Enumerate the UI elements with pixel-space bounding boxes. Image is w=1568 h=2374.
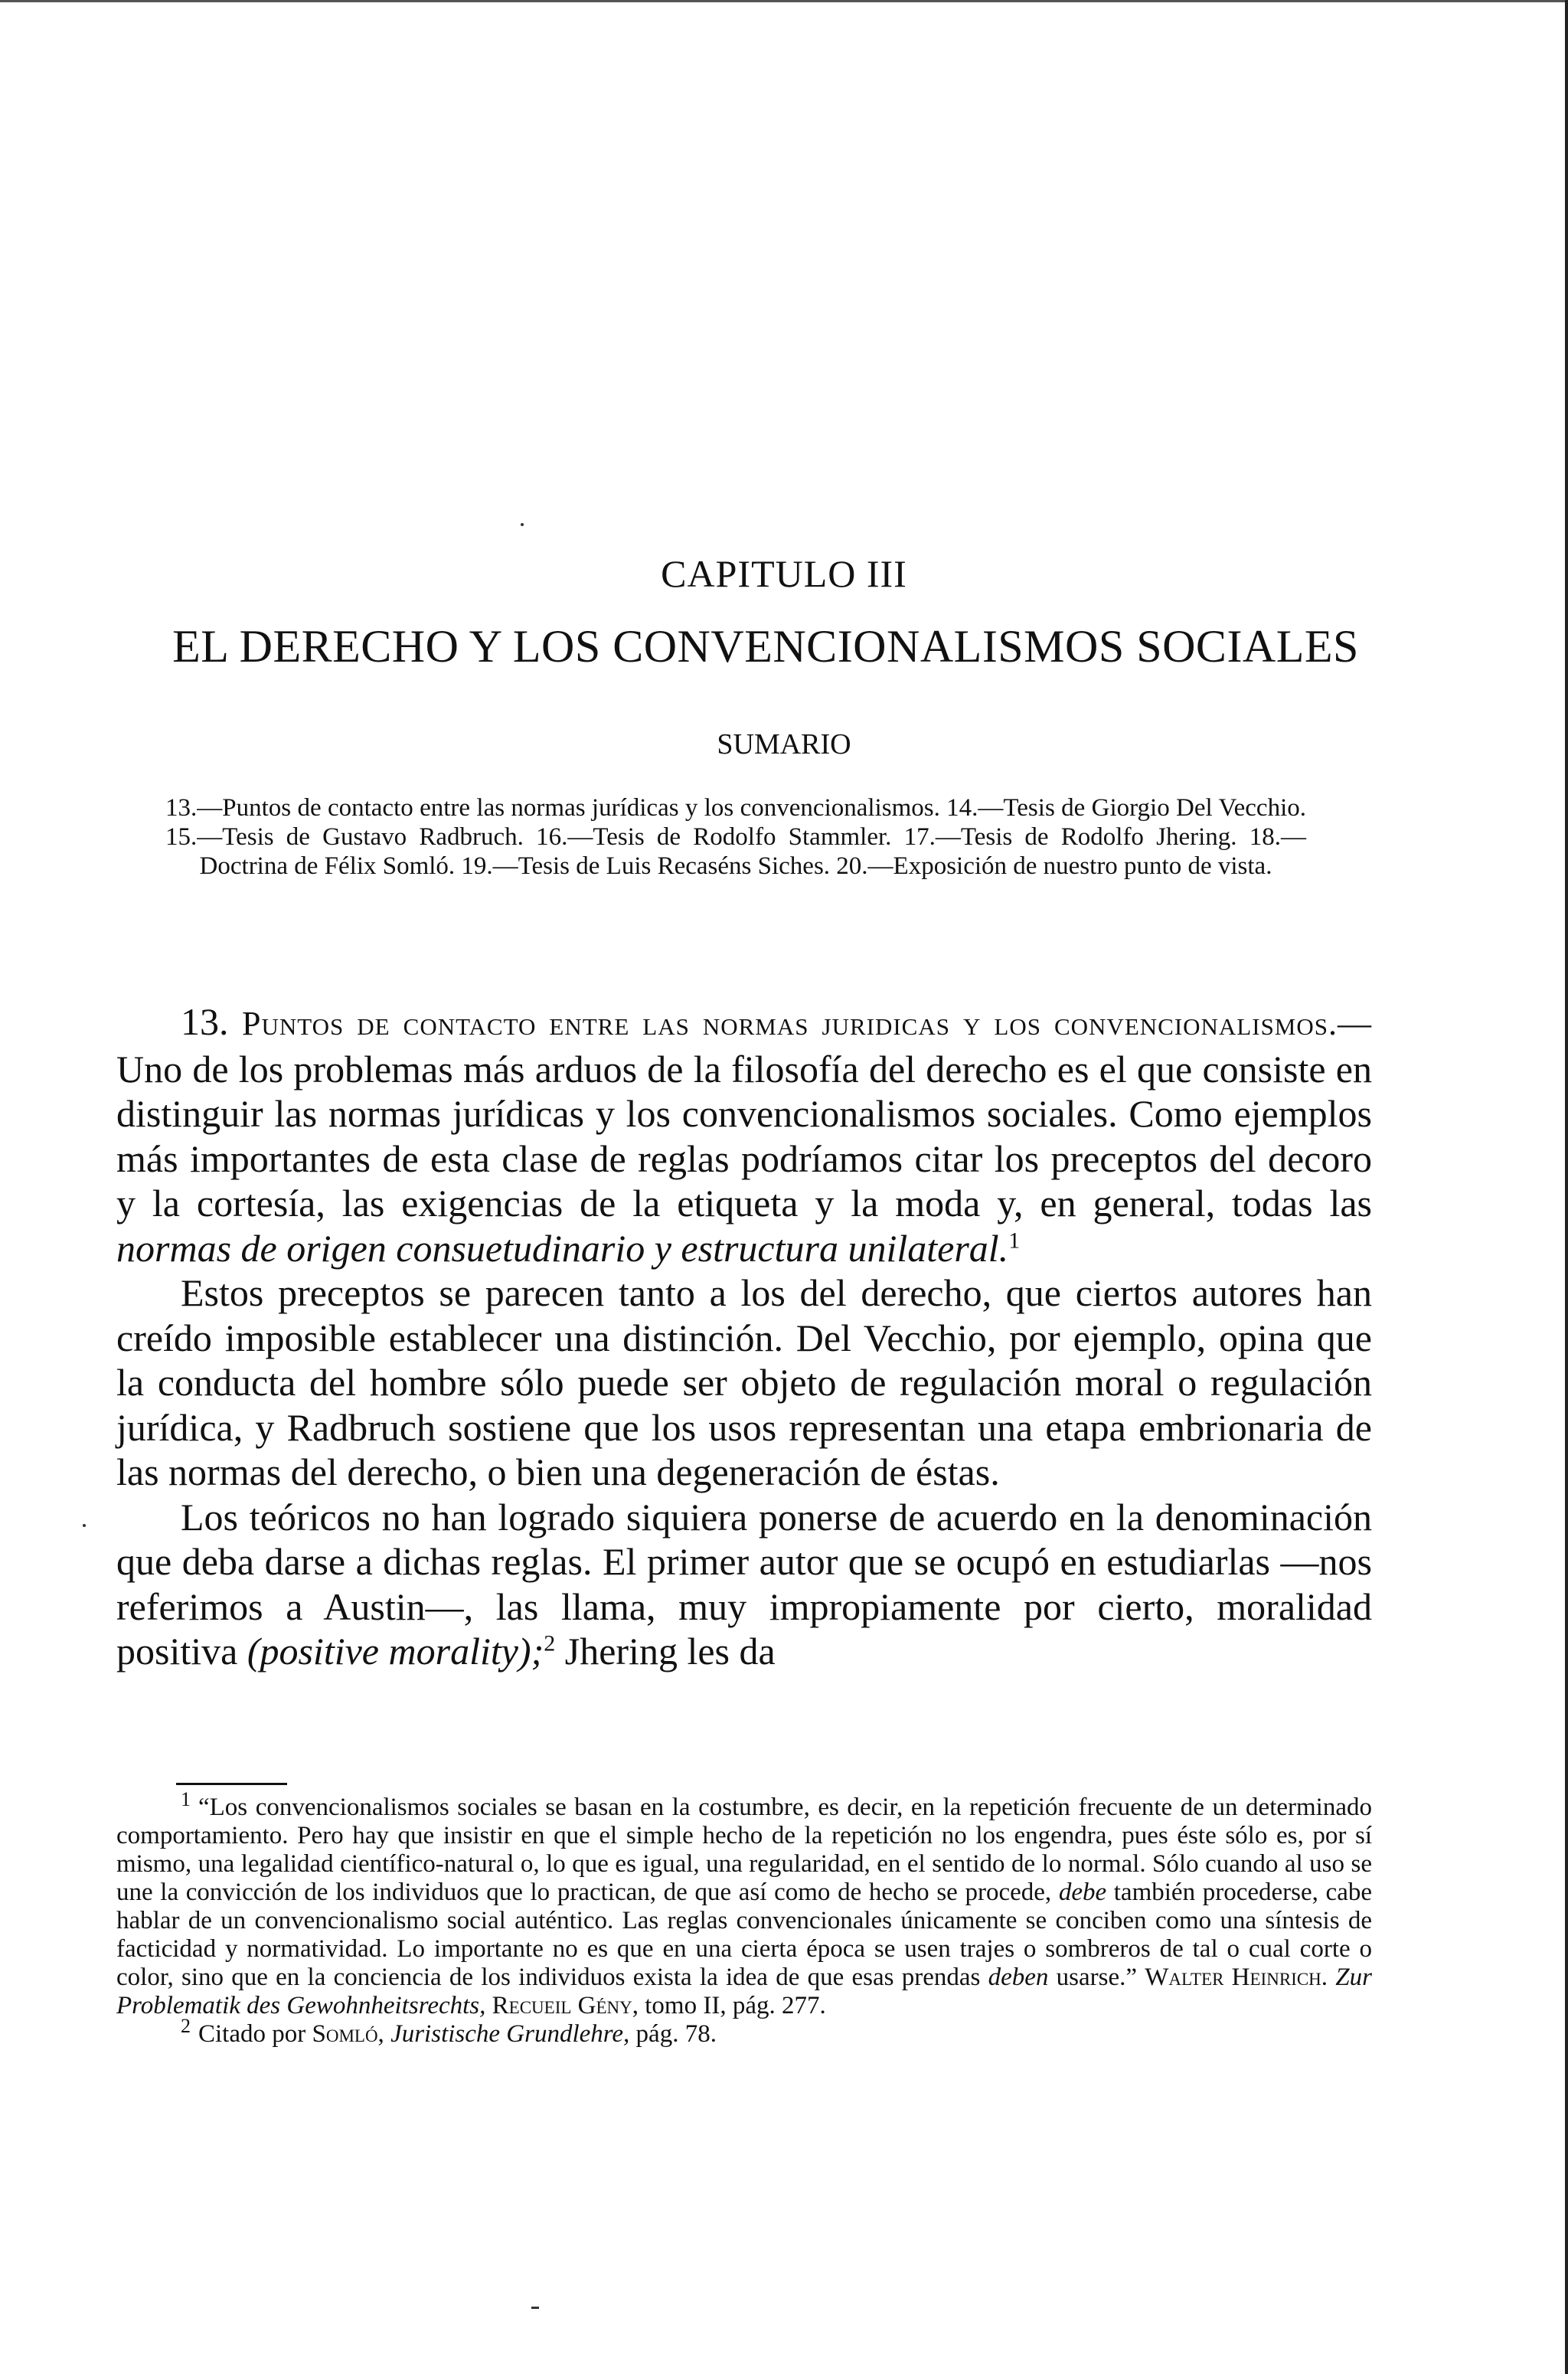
cited-author: Somló, [312, 2020, 384, 2048]
print-speck [521, 523, 524, 526]
footnote-mark: 1 [181, 1788, 191, 1810]
footnote-text: pág. 78. [629, 2020, 717, 2048]
emphasis-text: (positive morality) [247, 1630, 531, 1673]
emphasis-text: debe [1058, 1879, 1107, 1906]
paragraph-text: Uno de los problemas más arduos de la filosofía del derecho es el que consiste en distinguir las normas jurídicas y los convencionalismos sociales. Como ejemplos más importantes de esta clase de reglas podríamos citar los preceptos del decoro y la cortesía, las exigencias de la etiqueta y la moda y, en general, todas las [116, 1047, 1372, 1225]
paragraph: Estos preceptos se parecen tanto a los del derecho, que ciertos autores han creído imposible establecer una distinción. Del Vecchio, por ejemplo, opina que la conducta del hombre sólo puede ser objeto de regulación moral o regulación jurídica, y Radbruch sostiene que los usos representan una etapa embrionaria de las normas del derecho, o bien una degeneración de éstas. [116, 1271, 1372, 1493]
paragraph-text: Los teóricos no han logrado siquiera ponerse de acuerdo en la denominación que deba darse a dichas reglas. El primer autor que se ocupó en estudiarlas —nos referimos a Austin—, las llama, muy impropiamente por cierto, moralidad positiva [116, 1495, 1372, 1673]
cited-work: Zur Problematik des Gewohnheitsrechts, [116, 1964, 1372, 2019]
footnote-1 [116, 1788, 1372, 2020]
cited-author: Walter Heinrich. [1145, 1964, 1328, 1991]
page-right-edge [1565, 0, 1568, 2374]
emphasis-text: normas de origen consuetudinario y estructura unilateral. [116, 1226, 1009, 1270]
footnote-2 [116, 2015, 1372, 2049]
punctuation: ; [531, 1630, 544, 1673]
paragraph [116, 999, 1372, 1270]
section-number: 13. [181, 1000, 229, 1043]
emphasis-text: deben [988, 1964, 1049, 1991]
page-top-edge [0, 0, 1568, 2]
footnote-text: usarse.” [1048, 1964, 1145, 1991]
chapter-title: EL DERECHO Y LOS CONVENCIONALISMOS SOCIALES [172, 621, 1359, 672]
cited-collection: Recueil Gény, [485, 1992, 639, 2019]
footnote-divider [176, 1783, 287, 1785]
main-text [116, 999, 1372, 1674]
footnotes [116, 1788, 1372, 2049]
paragraph-text: Jhering les da [555, 1630, 776, 1673]
summary-text: 13.—Puntos de contacto entre las normas jurídicas y los convencionalismos. 14.—Tesis de Giorgio Del Vecchio. 15.—Tesis de Gustavo Radbruch. 16.—Tesis de Rodolfo Stammler. 17.—Tesis de Rodolfo Jhering. 18.—Doctrina de Félix Somló. 19.—Tesis de Luis Recaséns Siches. 20.—Exposición de nuestro punto de vista. [165, 794, 1306, 880]
chapter-number: CAPITULO III [661, 552, 907, 595]
footnote-ref[interactable]: 2 [544, 1630, 556, 1656]
cited-work: Juristische Grundlehre, [384, 2020, 630, 2048]
print-speck [83, 1524, 86, 1527]
footnote-ref[interactable]: 1 [1008, 1227, 1021, 1253]
print-speck [531, 2307, 539, 2309]
paragraph [116, 1495, 1372, 1674]
footnote-text: “Los convencionalismos sociales se basan en la costumbre, es decir, en la repetición frecuente de un determinado comportamiento. Pero hay que insistir en que el simple hecho de la repetición no los engendra, pues éste sólo es, por sí mismo, una legalidad científico-natural o, lo que es igual, una regularidad, en el sentido de lo normal. Sólo cuando al uso se une la convicción de los individuos que lo practican, de que así como de hecho se procede, [116, 1794, 1372, 1906]
footnote-text: Citado por [198, 2020, 312, 2048]
footnote-text: tomo II, pág. 277. [639, 1992, 826, 2019]
footnote-text: también procederse, cabe hablar de un convencionalismo social auténtico. Las reglas convencionales únicamente se conciben como una síntesis de facticidad y normatividad. Lo importante no es que en una cierta época se usen trajes o sombreros de tal o cual corte o color, sino que en la conciencia de los individuos exista la idea de que esas prendas [116, 1879, 1372, 1991]
summary-label: SUMARIO [717, 728, 851, 760]
section-heading: Puntos de contacto entre las normas juridicas y los convencionalismos.— [242, 1005, 1373, 1042]
footnote-mark: 2 [181, 2015, 191, 2037]
